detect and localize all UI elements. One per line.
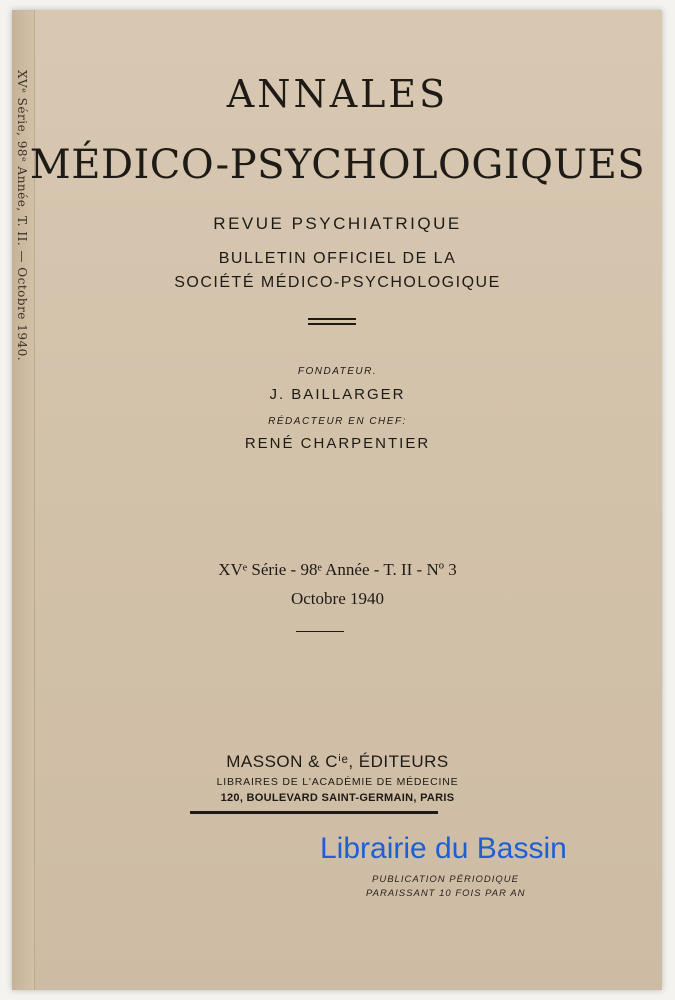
issue-info: XVᵉ Série - 98ᵉ Année - T. II - Nº 3 <box>218 560 457 579</box>
title-annales: ANNALES <box>226 72 449 116</box>
spine-text: XVᵉ Série, 98ᵉ Année, T. II. — Octobre 1940. <box>15 70 29 362</box>
periodic-line-1: PUBLICATION PÉRIODIQUE <box>372 874 519 885</box>
publisher-address: 120, BOULEVARD SAINT-GERMAIN, PARIS <box>220 792 455 804</box>
founder-label: FONDATEUR. <box>297 366 378 377</box>
double-rule-top <box>308 318 356 320</box>
divider <box>296 631 344 632</box>
bulletin-line-2: SOCIÉTÉ MÉDICO-PSYCHOLOGIQUE <box>174 274 501 291</box>
founder-name: J. BAILLARGER <box>269 386 406 403</box>
issue-date: Octobre 1940 <box>290 589 384 608</box>
title-medico-psychologiques: MÉDICO-PSYCHOLOGIQUES <box>29 142 646 188</box>
editor-name: RENÉ CHARPENTIER <box>244 435 431 452</box>
publisher-rule <box>190 811 438 814</box>
subtitle: REVUE PSYCHIATRIQUE <box>213 214 462 233</box>
periodic-line-2: PARAISSANT 10 FOIS PAR AN <box>366 888 526 899</box>
publisher: MASSON & Cⁱᵉ, ÉDITEURS <box>226 752 449 771</box>
bulletin-line-1: BULLETIN OFFICIEL DE LA <box>218 250 457 267</box>
editor-label: RÉDACTEUR EN CHEF: <box>268 416 407 427</box>
bookseller-watermark: Librairie du Bassin <box>320 832 567 865</box>
publisher-subtitle: LIBRAIRES DE L'ACADÉMIE DE MÉDECINE <box>216 776 459 788</box>
double-rule-bottom <box>308 323 356 325</box>
